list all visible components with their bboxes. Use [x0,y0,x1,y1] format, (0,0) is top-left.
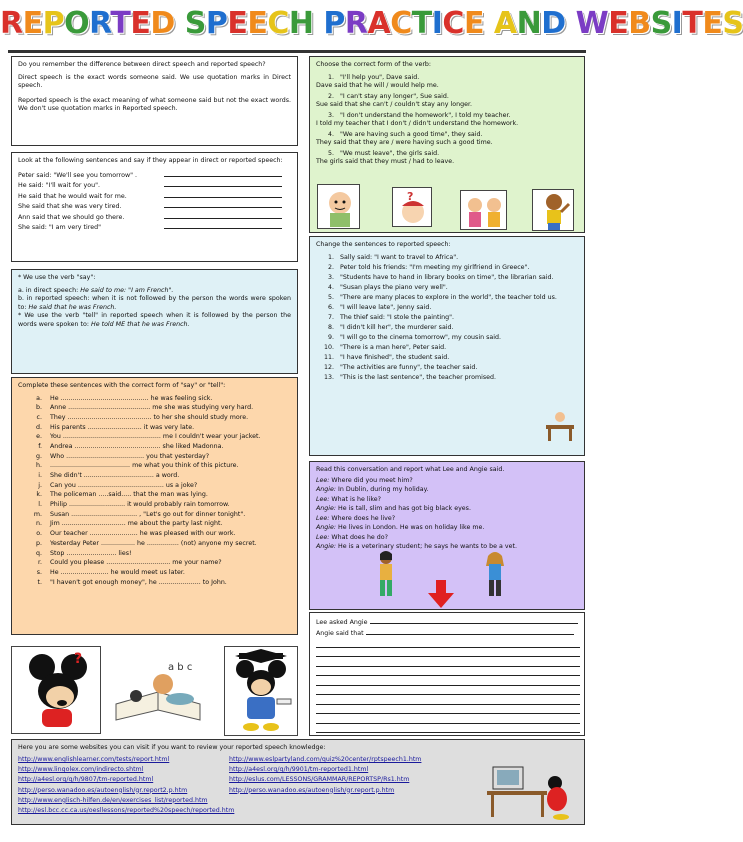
website-link[interactable]: http://eslus.com/LESSONS/GRAMMAR/REPORTSP/Rs1.htm [229,776,410,784]
website-link[interactable]: http://a4esl.org/q/h/9807/tm-reported.html [18,776,154,784]
answer-line-angie: Angie said that [316,628,578,639]
answer-blank-line[interactable] [316,705,580,715]
identify-exercise-box [11,152,298,262]
change-item: 11. "I have finished", the student said. [323,353,450,361]
websites-box [11,739,585,825]
rule-say: * We use the verb "say": [18,274,96,281]
choose-item: 1. "I'll help you", Dave said. [327,73,420,81]
answer-blank[interactable] [164,201,282,208]
rule-reported: b. in reported speech: when it is not followed by the person the words were spoken to: He said that he was French. [18,295,291,311]
answer-blank-line[interactable] [316,714,580,724]
choose-verb-exercise-box [309,56,585,233]
answer-blank-line[interactable] [316,676,580,686]
complete-item: i. She didn't ................................... a word. [38,472,180,479]
confused-face-picture [392,187,432,227]
identify-item: Ann said that we should go there. [18,212,291,223]
complete-instructions: Complete these sentences with the correct form of "say" or "tell": [18,382,226,389]
complete-item: c. They .......................................... to her she should study more. [36,413,249,421]
change-item: 13. "This is the last sentence", the teacher promised. [323,373,496,381]
answer-blank[interactable] [164,222,282,229]
choose-answer-options[interactable]: Dave said that he will / would help me. [316,82,439,89]
choose-answer-options[interactable]: The girls said that they must / had to leave. [316,158,455,165]
answer-blank-lines [316,638,578,743]
complete-item: r. Could you please ................................ me your name? [37,559,222,567]
complete-item: q. Stop ......................... lies! [36,549,132,557]
complete-item: s. He ........................ he would meet us later. [36,568,185,576]
change-to-reported-box [309,236,585,456]
change-list [316,254,578,383]
change-item: 3. "Students have to hand in library books on time", the librarian said. [327,273,554,281]
mickey-thinking-picture [11,646,101,734]
complete-item: o. Our teacher ........................ he was pleased with our work. [36,530,236,538]
links-left-column [18,756,234,817]
answer-line-lee: Lee asked Angie [316,617,578,628]
identify-instructions: Look at the following sentences and say if they appear in direct or reported speech: [18,157,283,164]
website-link[interactable]: http://perso.wanadoo.es/autoenglish/gr.report.p.htm [229,786,395,794]
links-right-column [229,756,421,797]
rule-direct: a. in direct speech: He said to me: "I am French". [18,286,174,294]
conversation-line: Angie: He lives in London. He was on holiday like me. [316,524,485,531]
choose-item: 3. "I don't understand the homework", I told my teacher. [327,111,511,119]
boy-waving-picture [532,189,574,231]
change-item: 6. "I will leave late", Jenny said. [327,303,432,311]
complete-item: d. His parents ........................... it was very late. [36,423,195,431]
complete-item: m. Susan ................................. , "Let's go out for dinner tonight". [33,510,246,518]
mickey-graduate-picture [224,646,298,736]
conversation-line: Angie: He is tall, slim and has got big black eyes. [316,505,471,512]
conversation-instructions: Read this conversation and report what Lee and Angie said. [316,466,505,473]
complete-item: f. Andrea ........................................... she liked Madonna. [38,442,224,450]
conversation-line: Lee: What does he do? [316,533,389,541]
website-link[interactable]: http://a4esl.org/q/h/9901/tm-reported1.html [229,766,369,774]
complete-item: l. Philip ............................ it would probably rain tomorrow. [38,501,230,509]
say-tell-rules-box [11,269,298,374]
page-title: REPORTED SPEECH PRACTICE AND WEBSITES [0,6,743,41]
complete-item: g. Who ....................................... you that yesterday? [36,452,210,460]
website-link[interactable]: http://perso.wanadoo.es/autoenglish/gr.report2.p.htm [18,786,188,794]
complete-item: n. Jim ................................ me about the party last night. [36,520,223,528]
baby-picture [317,184,360,229]
conversation-line: Angie: He is a veterinary student; he says he wants to be a vet. [316,543,517,550]
answer-blank[interactable] [164,170,282,177]
conversation-line: Lee: Where does he live? [316,514,396,522]
intro-question: Do you remember the difference between direct speech and reported speech? [18,61,266,68]
website-link[interactable]: http://esl.bcc.cc.ca.us/oesllessons/reported%20speech/reported.htm [18,806,235,814]
conversation-line: Lee: What is he like? [316,495,381,503]
computer-desk-picture [483,765,577,821]
change-instructions: Change the sentences to reported speech: [316,241,451,248]
choose-item: 5. "We must leave", the girls said. [327,149,440,157]
complete-item: k. The policeman .....said..... that the man was lying. [36,491,208,499]
intro-reported-definition: Reported speech is the exact meaning of what someone said but not the exact words. We don't use quotation marks in Reported speech. [18,96,291,112]
change-item: 8. "I didn't kill her", the murderer said. [327,323,454,331]
identify-item: She said: "I am very tired" [18,222,291,233]
reading-book-picture [108,654,208,736]
down-arrow-icon [428,580,454,608]
choose-item: 2. "I can't stay any longer", Sue said. [327,92,449,100]
answer-blank-line[interactable] [316,648,580,658]
change-item: 2. Peter told his friends: "I'm meeting my girlfriend in Greece". [327,263,530,271]
complete-item: p. Yesterday Peter ................. he ................ (not) anyone my secret. [36,539,257,547]
complete-list [18,395,291,588]
complete-item: h. ........................................ me what you think of this picture. [36,462,239,470]
answer-blank[interactable] [164,180,282,187]
choose-answer-options[interactable]: Sue said that she can't / couldn't stay any longer. [316,101,472,108]
change-item: 7. The thief said: "I stole the painting". [327,313,455,321]
identify-item: She said that she was very tired. [18,201,291,212]
answer-blank-line[interactable] [316,638,580,648]
website-link[interactable]: http://www.eslpartyland.com/quiz%20center/rptspeech1.htm [229,756,422,763]
identify-item: He said that he would wait for me. [18,191,291,202]
svg-text:?: ? [74,651,83,667]
angie-picture [478,550,512,600]
change-item: 4. "Susan plays the piano very well". [327,283,448,291]
identify-item: Peter said: "We'll see you tomorrow" . [18,170,291,181]
say-tell-exercise-box [11,377,298,635]
complete-item: j. Can you ........................................... us a joke? [38,481,198,489]
title-underline [8,50,586,53]
complete-item: e. You ................................................. me I couldn't wear your jacket. [36,433,261,441]
answer-blank-line[interactable] [316,695,580,705]
answer-blank-line[interactable] [316,724,580,734]
website-link[interactable]: http://www.englisch-hilfen.de/en/exercises_list/reported.htm [18,796,208,804]
websites-instructions: Here you are some websites you can visit if you want to review your reported speech knowledge: [18,744,326,751]
answer-blank-line[interactable] [316,667,580,677]
change-item: 10. "There is a man here", Peter said. [323,343,447,351]
choose-answer-options[interactable]: I told my teacher that I don't / didn't understand the homework. [316,120,519,127]
classroom-desk-picture [542,409,578,445]
answer-blank[interactable] [164,191,282,198]
conversation-line: Lee: Where did you meet him? [316,476,413,484]
choose-item: 4. "We are having such a good time", they said. [327,130,483,138]
change-item: 9. "I will go to the cinema tomorrow", my cousin said. [327,333,501,341]
svg-text:?: ? [407,190,414,203]
conversation-line: Angie: In Dublin, during my holiday. [316,486,429,493]
report-answer-box [309,612,585,736]
change-item: 5. "There are many places to explore in the world", the teacher told us. [327,293,557,301]
choose-list [316,74,578,167]
svg-text:a b c: a b c [168,662,193,673]
change-item: 1. Sally said: "I want to travel to Africa". [327,253,459,261]
intro-box [11,56,298,146]
complete-item: a. He ............................................ he was feeling sick. [36,394,213,402]
answer-blank-line[interactable] [316,657,580,667]
answer-blank[interactable] [164,212,282,219]
complete-item: t. "I haven't got enough money", he ..................... to John. [37,578,227,586]
identify-list [18,170,291,233]
conversation-box [309,461,585,610]
change-item: 12. "The activities are funny", the teacher said. [323,363,478,371]
identify-item: He said: "I'll wait for you". [18,180,291,191]
conversation-lines [316,477,578,552]
choose-answer-options[interactable]: They said that they are / were having such a good time. [316,139,493,146]
answer-blank-line[interactable] [316,686,580,696]
girls-talking-picture [460,190,507,230]
complete-item: b. Anne ......................................... me she was studying very hard. [36,404,254,412]
lee-picture [372,550,400,600]
intro-direct-definition: Direct speech is the exact words someone said. We use quotation marks in Direct speech. [18,73,291,89]
website-link[interactable]: http://www.lingolex.com/indirecto.shtml [18,766,144,774]
website-link[interactable]: http://www.englishlearner.com/tests/report.html [18,756,170,763]
choose-instructions: Choose the correct form of the verb: [316,61,432,68]
rule-tell: * We use the verb "tell" in reported speech when it is followed by the person the words were spoken to: He told ME that he was French. [18,312,291,328]
